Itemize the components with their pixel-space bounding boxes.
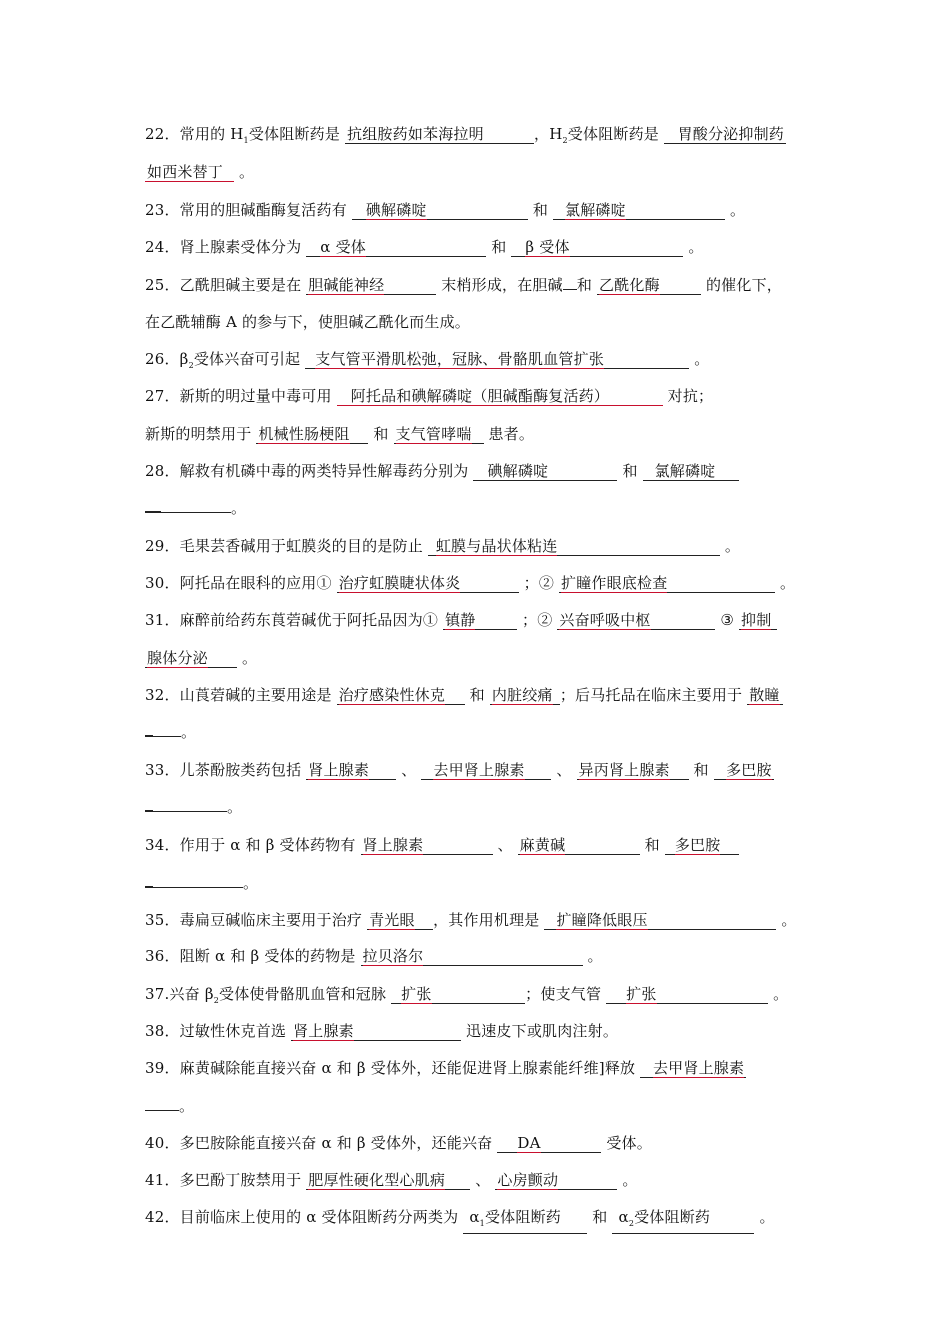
answer-blank: 胃酸分泌抑制药 [664,125,786,144]
question-text: 。 [781,911,797,929]
answer-blank: 去甲肾上腺素 [421,761,551,780]
blank-line [145,511,161,513]
question-24 [145,237,810,257]
question-text: 24．肾上腺素受体分为 [145,238,302,256]
question-text: 30．阿托品在眼科的应用① [145,574,332,592]
answer-blank: 散瞳 [747,686,783,705]
question-text: 41．多巴酚丁胺禁用于 [145,1171,302,1189]
answer-blank: 治疗虹膜睫状体炎 [337,574,519,593]
question-42 [145,1207,810,1234]
question-text: 35．毒扁豆碱临床主要用于治疗 [145,911,363,929]
answer-blank: 胆碱能神经 [306,276,436,295]
question-text: 受体阻断药是 [248,125,341,143]
question-34-cont [145,873,810,893]
answer-blank: 心房颤动 [495,1171,617,1190]
answer-blank: DA [497,1134,601,1153]
answer-blank: 兴奋呼吸中枢 [557,611,715,630]
answer-blank: 麻黄碱 [518,836,640,855]
answer-blank: 氯解磷啶 [643,462,739,481]
question-text: 和 [373,425,389,443]
answer-blank: 扩瞳作眼底检查 [559,574,775,593]
question-text: 26．β [145,350,189,368]
question-text: 。 [238,163,255,181]
question-text: 。 [724,537,741,555]
question-text: 。 [179,1097,195,1115]
answer-blank: 镇静 [443,611,517,630]
question-32 [145,685,810,705]
answer-blank: 肾上腺素 [306,761,396,780]
question-text: 受体。 [606,1134,652,1152]
subscript: 2 [188,361,194,370]
question-text: 。 [227,798,243,816]
question-text: 和 [644,836,660,854]
answer-blank: 腺体分泌 [145,649,237,668]
question-text: 和 [469,686,485,704]
question-text: 、 [556,761,572,779]
question-text: ；② [523,574,555,592]
question-text: 。 [688,238,704,256]
question-37 [145,984,810,1011]
answer-blank: 多巴胺 [665,836,739,855]
blank-line [145,735,153,737]
blank-line [145,886,153,888]
question-text: 。 [231,499,247,517]
question-text: 和 [622,462,638,480]
question-text: 迅速皮下或肌肉注射。 [466,1022,619,1040]
question-text: 受体兴奋可引起 [193,350,301,368]
answer-blank: 支气管平滑肌松弛，冠脉、骨骼肌血管扩张 [305,350,689,369]
question-text: ③ [720,611,735,629]
question-text: 28．解救有机磷中毒的两类特异性解毒药分别为 [145,462,469,480]
question-text: ；② [522,611,553,629]
question-33 [145,760,810,780]
question-text: 末梢形成，在胆碱 [441,276,563,294]
answer-blank: 扩瞳降低眼压 [544,911,776,930]
question-text: 。 [779,574,796,592]
question-text: ，其作用机理是 [433,911,540,929]
question-text: 25．乙酰胆碱主要是在 [145,276,302,294]
answer-blank: 抗组胺药如苯海拉明 [345,125,534,144]
question-text: 36．阻断 α 和 β 受体的药物是 [145,947,356,965]
question-34 [145,835,810,855]
blank-line [161,512,231,513]
question-39 [145,1058,810,1078]
answer-blank: 内脏绞痛 [490,686,560,705]
question-text: 患者。 [488,425,535,443]
question-text: 在乙酰辅酶 A 的参与下，使胆碱乙酰化而生成。 [145,313,470,331]
blank-line [145,810,153,812]
question-text: 和 [592,1208,608,1226]
question-text: 34．作用于 α 和 β 受体药物有 [145,836,356,854]
question-text: 37.兴奋 β [145,985,214,1003]
question-23 [145,200,810,220]
answer-blank: 阿托品和碘解磷啶（胆碱酯酶复活药） [337,387,663,406]
question-text: 。 [729,201,746,219]
question-28 [145,461,810,481]
question-text: 的催化下， [705,276,782,294]
answer-blank: 虹膜与晶状体粘连 [428,537,720,556]
question-text: 。 [773,985,789,1003]
question-text: 29．毛果芸香碱用于虹膜炎的目的是防止 [145,537,423,555]
answer-blank: $\alpha_2$受体阻断药 [612,1208,754,1234]
answer-blank: $\alpha_1$受体阻断药 [463,1208,587,1234]
question-text: 。 [759,1208,775,1226]
question-text: 38．过敏性休克首选 [145,1022,287,1040]
question-29 [145,536,810,556]
answer-blank: α 受体 [306,238,486,257]
question-text: ，H [534,125,563,143]
answer-blank: 拉贝洛尔 [361,947,583,966]
subscript: 2 [562,136,568,145]
question-text: 22．常用的 H [145,125,244,143]
blank-line [563,289,577,290]
question-30 [145,573,810,593]
question-text: 。 [587,947,603,965]
answer-blank: 乙酰化酶 [597,276,701,295]
answer-blank: 异丙肾上腺素 [577,761,689,780]
question-33-cont [145,797,810,817]
answer-blank: 去甲肾上腺素 [640,1059,746,1078]
question-25 [145,275,810,295]
question-text: 、 [497,836,513,854]
question-text: 27．新斯的明过量中毒可用 [145,387,332,405]
question-25-cont [145,312,810,332]
question-text: 32．山莨菪碱的主要用途是 [145,686,332,704]
question-text: 。 [243,874,259,892]
question-35 [145,910,810,930]
question-text: 和 [491,238,507,256]
question-text: 39．麻黄碱除能直接兴奋 α 和 β 受体外，还能促进肾上腺素能纤维]释放 [145,1059,636,1077]
answer-blank: 氯解磷啶 [553,201,725,220]
answer-blank: β 受体 [511,238,683,257]
subscript: 2 [213,996,219,1005]
question-text: 。 [622,1171,638,1189]
answer-blank: 碘解磷啶 [352,201,528,220]
question-text: 和 [532,201,549,219]
question-27-cont [145,424,810,444]
question-text: 对抗； [667,387,714,405]
answer-blank: 碘解磷啶 [473,462,617,481]
question-41 [145,1170,810,1190]
answer-blank: 机械性肠梗阻 [256,425,368,444]
question-39-cont [145,1096,810,1116]
blank-line [153,736,181,737]
question-38 [145,1021,810,1041]
answer-blank: 扩张 [606,985,768,1004]
blank-line [145,1110,179,1111]
question-32-cont [145,722,810,742]
blank-line [153,811,227,812]
subscript: 1 [243,136,249,145]
question-text: 。 [181,723,197,741]
question-text: 和 [693,761,709,779]
answer-blank: 肾上腺素 [361,836,493,855]
question-22 [145,124,810,151]
question-27 [145,386,810,406]
question-28-cont [145,498,810,518]
question-text: 42．目前临床上使用的 α 受体阻断药分两类为 [145,1208,459,1226]
question-22-cont [145,162,810,182]
question-text: 和 [576,276,593,294]
question-text: ；使支气管 [525,985,602,1003]
question-text: 新斯的明禁用于 [145,425,252,443]
question-text: 受体使骨骼肌血管和冠脉 [219,985,387,1003]
question-text: 、 [401,761,417,779]
blank-line [153,887,243,888]
question-text: 、 [475,1171,491,1189]
question-text: 受体阻断药是 [567,125,659,143]
answer-blank: 如西米替丁 [145,163,234,182]
answer-blank: 多巴胺 [714,761,774,780]
answer-blank: 扩张 [391,985,525,1004]
question-26 [145,349,810,376]
question-31 [145,610,810,630]
question-text: 23．常用的胆碱酯酶复活药有 [145,201,347,219]
question-36 [145,946,810,966]
answer-blank: 治疗感染性休克 [337,686,465,705]
answer-blank: 支气管哮喘 [394,425,484,444]
answer-blank: 肾上腺素 [291,1022,461,1041]
question-text: 。 [694,350,710,368]
answer-blank: 肥厚性硬化型心肌病 [306,1171,470,1190]
question-40 [145,1133,810,1153]
question-31-cont [145,648,810,668]
question-text: 31．麻醉前给药东莨菪碱优于阿托品因为① [145,611,439,629]
question-text: 。 [241,649,258,667]
answer-blank: 抑制 [739,611,777,630]
question-text: 40．多巴胺除能直接兴奋 α 和 β 受体外，还能兴奋 [145,1134,493,1152]
question-text: 33．儿茶酚胺类药包括 [145,761,302,779]
question-text: ；后马托品在临床主要用于 [559,686,743,704]
answer-blank: 青光眼 [367,911,433,930]
